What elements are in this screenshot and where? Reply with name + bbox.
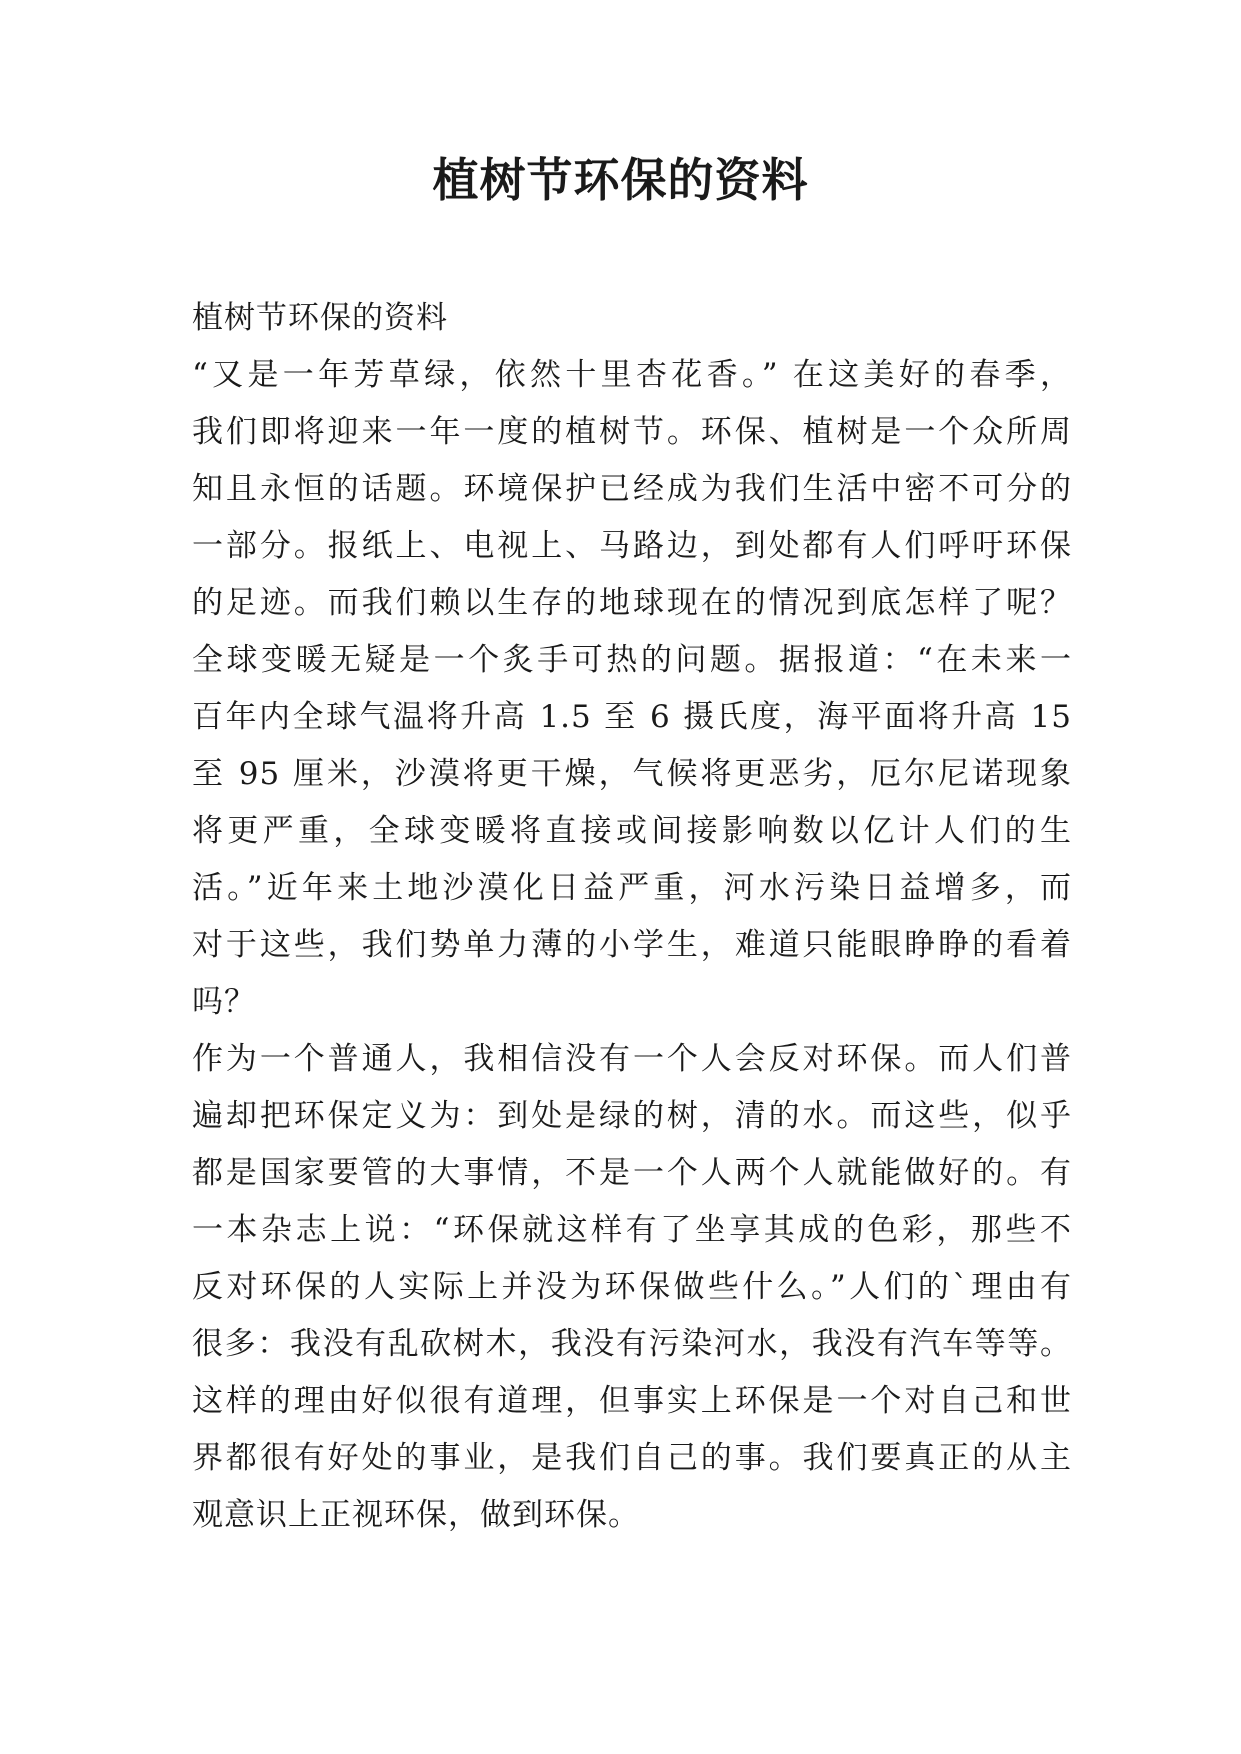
body-line: 对于这些，我们势单力薄的小学生，难道只能眼睁睁的看着 bbox=[192, 927, 1072, 963]
body-line: 这样的理由好似很有道理，但事实上环保是一个对自己和世 bbox=[192, 1383, 1072, 1419]
body-line: 的足迹。而我们赖以生存的地球现在的情况到底怎样了呢？ bbox=[192, 585, 1072, 621]
body-line: 一部分。报纸上、电视上、马路边，到处都有人们呼吁环保 bbox=[192, 528, 1072, 564]
body-line: 遍却把环保定义为：到处是绿的树，清的水。而这些，似乎 bbox=[192, 1098, 1072, 1134]
body-line: 一本杂志上说：“环保就这样有了坐享其成的色彩，那些不 bbox=[192, 1212, 1072, 1248]
document-body bbox=[192, 290, 1072, 1544]
body-line: 百年内全球气温将升高 1.5 至 6 摄氏度，海平面将升高 15 bbox=[192, 699, 1072, 735]
body-line: 知且永恒的话题。环境保护已经成为我们生活中密不可分的 bbox=[192, 471, 1072, 507]
body-line: 都是国家要管的大事情，不是一个人两个人就能做好的。有 bbox=[192, 1155, 1072, 1191]
body-line: 反对环保的人实际上并没为环保做些什么。”人们的`理由有 bbox=[192, 1269, 1072, 1305]
body-line: 观意识上正视环保，做到环保。 bbox=[192, 1497, 640, 1533]
body-line: 界都很有好处的事业，是我们自己的事。我们要真正的从主 bbox=[192, 1440, 1072, 1476]
body-line: 植树节环保的资料 bbox=[192, 300, 448, 336]
body-line: 作为一个普通人，我相信没有一个人会反对环保。而人们普 bbox=[192, 1041, 1072, 1077]
body-line: 将更严重，全球变暖将直接或间接影响数以亿计人们的生 bbox=[192, 813, 1072, 849]
body-line: 全球变暖无疑是一个炙手可热的问题。据报道：“在未来一 bbox=[192, 642, 1072, 678]
body-line: 我们即将迎来一年一度的植树节。环保、植树是一个众所周 bbox=[192, 414, 1072, 450]
body-line: 活。”近年来土地沙漠化日益严重，河水污染日益增多，而 bbox=[192, 870, 1072, 906]
body-line: 很多：我没有乱砍树木，我没有污染河水，我没有汽车等等。 bbox=[192, 1326, 1072, 1362]
body-line: 吗？ bbox=[192, 984, 256, 1020]
document-title: 植树节环保的资料 bbox=[432, 153, 809, 207]
body-line: “又是一年芳草绿，依然十里杏花香。” 在这美好的春季， bbox=[192, 357, 1072, 393]
body-line: 至 95 厘米，沙漠将更干燥，气候将更恶劣，厄尔尼诺现象 bbox=[192, 756, 1072, 792]
